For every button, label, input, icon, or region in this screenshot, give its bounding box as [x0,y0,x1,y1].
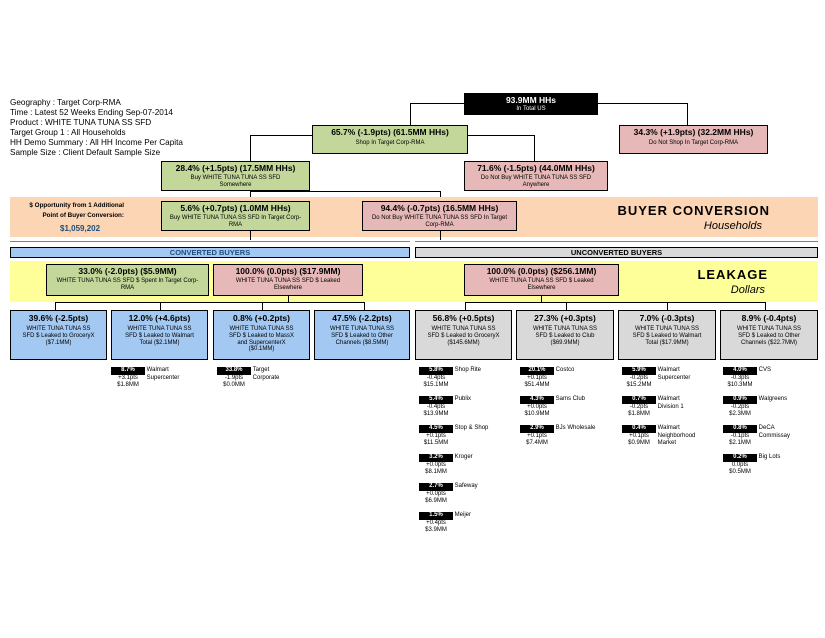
retailer-share: 5.4% [419,396,453,404]
buy-in-target-node [161,201,310,231]
retailer-name: Meijer [454,512,472,518]
retailer-share: 1.5% [419,512,453,520]
channel-line: SFD $ Leaked to MassX [228,332,295,339]
retailer-name: Stop & Shop [454,425,489,431]
retailer-value: $1.8MM [117,382,139,388]
connector [364,302,365,310]
channel-headline: 0.8% (+0.2pts) [233,313,290,323]
channel-node-grocery-converted [10,310,107,360]
retailer-share: 0.2% [723,454,757,462]
connector [465,302,466,310]
connector [250,231,251,240]
retailer-change: +0.1pts [629,432,649,439]
channel-line: ($7.1MM) [45,339,72,346]
channel-headline: 7.0% (-0.3pts) [639,313,695,323]
retailer-name-line2: Division 1 [657,403,684,410]
retailer-share: 4.3% [520,396,554,404]
retailer-value: $2.3MM [729,411,751,417]
retailer-name-line3: Market [657,440,677,446]
retailer-detail [622,367,717,396]
node-headline: 93.9MM HHs [505,95,557,105]
node-label: WHITE TUNA TUNA SS SFD $ Leaked Elsewhere [489,277,594,291]
retailer-share: 0.7% [622,396,656,404]
channel-node-walmart-unconverted [618,310,716,360]
retailer-detail [520,367,615,396]
channel-headline: 8.9% (-0.4pts) [741,313,797,323]
retailer-value: $0.5MM [729,469,751,475]
retailer-value: $15.2MM [626,382,652,388]
channel-line: and SupercenterX [237,339,286,346]
retailer-detail [419,396,514,425]
channel-line: ($0.1MM) [248,346,275,353]
channel-line: ($145.6MM) [447,339,480,346]
retailer-name: BJs Wholesale [555,425,596,431]
meta-geography: Geography : Target Corp-RMA [10,98,121,107]
retailer-change: +0.1pts [527,374,547,381]
meta-time: Time : Latest 52 Weeks Ending Sep-07-2014 [10,108,173,117]
connector [410,103,411,125]
retailer-name: Costco [555,367,575,373]
retailer-share: 2.9% [520,425,554,433]
leakage-title: LEAKAGE [697,267,768,282]
channel-headline: 12.0% (+4.6pts) [128,313,191,323]
retailer-change: +0.1pts [426,432,446,439]
retailer-detail [520,396,615,425]
retailer-name: Walgreens [758,396,788,402]
retailer-name: Walmart [657,425,680,431]
retailer-share: 0.4% [622,425,656,433]
connector [597,103,687,104]
retailer-value: $8.1MM [425,469,447,475]
connector [465,302,765,303]
retailer-name-line2: Neighborhood [657,432,696,439]
retailer-name: Shop Rite [454,367,482,373]
not-buy-anywhere-node [464,161,608,191]
retailer-name: Walmart [657,367,680,373]
retailer-share: 33.8% [217,367,251,375]
retailer-list-other [723,367,818,483]
channel-node-other-converted [314,310,410,360]
retailer-change: -0.2pts [629,403,649,410]
retailer-share: 4.0% [723,367,757,375]
retailer-change: +3.1pts [118,374,138,381]
node-label: Buy WHITE TUNA TUNA SS SFD Somewhere [190,174,281,188]
connector [10,241,410,242]
channel-line: Channels ($8.5MM) [335,339,389,346]
retailer-list-club [520,367,615,454]
retailer-change: +0.1pts [527,432,547,439]
retailer-change: 0.0pts [731,461,749,468]
node-headline: 28.4% (+1.5pts) (17.5MM HHs) [175,163,296,173]
retailer-name: Walmart [657,396,680,402]
retailer-list-grocery [419,367,514,541]
retailer-detail [111,367,201,390]
channel-node-other-unconverted [720,310,818,360]
retailer-share: 3.2% [419,454,453,462]
retailer-name: DeCA [758,425,775,431]
connector [250,191,440,192]
channel-headline: 27.3% (+0.3pts) [534,313,596,323]
meta-hh-demo: HH Demo Summary : All HH Income Per Capita [10,138,183,147]
total-us-node [464,93,598,115]
channel-headline: 39.6% (-2.5pts) [28,313,89,323]
retailer-change: -0.4pts [426,374,446,381]
retailer-change: +0.4pts [426,519,446,526]
converted-buyers-header: CONVERTED BUYERS [10,247,410,258]
node-label: Do Not Buy WHITE TUNA TUNA SS SFD Anywhere [480,174,592,188]
retailer-detail [419,483,514,512]
connector [250,135,251,161]
retailer-change: -0.1pts [730,432,750,439]
node-headline: 100.0% (0.0pts) ($256.1MM) [486,266,597,276]
node-label: Do Not Buy WHITE TUNA TUNA SS SFD In Target Corp-RMA [371,214,508,228]
retailer-value: $10.3MM [727,382,753,388]
retailer-share: 0.9% [723,396,757,404]
retailer-detail [723,454,818,483]
channel-line: SFD $ Leaked to Walmart [125,332,194,339]
retailer-detail [419,367,514,396]
report-meta [10,98,183,158]
retailer-value: $3.9MM [425,527,447,533]
retailer-list-walmart [622,367,717,454]
channel-node-club-unconverted [516,310,614,360]
retailer-value: $0.9MM [628,440,650,446]
buyer-conversion-subtitle: Households [703,220,762,232]
retailer-value: $11.5MM [423,440,449,446]
retailer-value: $10.9MM [524,411,550,417]
node-label: In Total US [516,105,546,112]
retailer-value: $51.4MM [524,382,550,388]
connector [415,241,818,242]
connector [160,302,161,310]
node-headline: 34.3% (+1.9pts) (32.2MM HHs) [633,127,754,137]
retailer-name: CVS [758,367,772,373]
retailer-detail [723,396,818,425]
channel-line: WHITE TUNA TUNA SS [26,325,91,332]
retailer-share: 20.1% [520,367,554,375]
buyer-conversion-title: BUYER CONVERSION [617,203,770,218]
retailer-name-line2: Corporate [252,374,280,381]
retailer-value: $15.1MM [423,382,449,388]
retailer-value: $13.9MM [423,411,449,417]
node-label: Do Not Shop In Target Corp-RMA [648,139,739,146]
spent-in-target-node [46,264,209,296]
retailer-change: -0.3pts [730,374,750,381]
retailer-share: 2.7% [419,483,453,491]
retailer-change: +0.0pts [426,461,446,468]
channel-line: Channels ($22.7MM) [740,339,798,346]
channel-line: WHITE TUNA TUNA SS [127,325,192,332]
retailer-change: -0.4pts [426,403,446,410]
connector [566,302,567,310]
connector [667,302,668,310]
opportunity-label: $ Opportunity from 1 Additional Point of Buyer Conversion: [29,202,124,219]
unconverted-buyers-header: UNCONVERTED BUYERS [415,247,818,258]
retailer-detail [419,512,514,541]
node-headline: 100.0% (0.0pts) ($17.9MM) [235,266,341,276]
connector [262,302,263,310]
retailer-detail [217,367,307,390]
node-headline: 94.4% (-0.7pts) (16.5MM HHs) [380,203,499,213]
leakage-subtitle: Dollars [730,284,765,296]
channel-line: SFD $ Leaked to Walmart [632,332,702,339]
leaked-elsewhere-unconverted-node [464,264,619,296]
channel-line: SFD $ Leaked to Club [535,332,595,339]
channel-headline: 56.8% (+0.5pts) [432,313,495,323]
retailer-change: +0.0pts [426,490,446,497]
channel-line: Total ($17.9MM) [645,339,689,346]
connector [55,302,56,310]
retailer-share: 5.9% [622,367,656,375]
node-headline: 5.6% (+0.7pts) (1.0MM HHs) [180,203,291,213]
node-label: Shop In Target Corp-RMA [355,139,425,146]
retailer-detail [723,367,818,396]
retailer-name: Big Lots [758,454,781,460]
channel-line: SFD $ Leaked to GroceryX [22,332,95,339]
channel-line: Total ($2.1MM) [139,339,180,346]
retailer-value: $1.8MM [628,411,650,417]
retailer-share: 4.5% [419,425,453,433]
retailer-detail [622,396,717,425]
node-label: Buy WHITE TUNA TUNA SS SFD In Target Corp-RMA [169,214,302,228]
channel-node-mass-converted [213,310,310,360]
retailer-name-line2: Supercenter [657,374,691,381]
retailer-name: Kroger [454,454,473,460]
connector [765,302,766,310]
opportunity-value: $1,059,202 [60,224,101,233]
node-headline: 71.6% (-1.5pts) (44.0MM HHs) [477,163,595,173]
retailer-name-line2: Supercenter [146,374,180,381]
channel-line: SFD $ Leaked to GroceryX [427,332,500,339]
retailer-name-line2: Commissay [758,432,791,439]
channel-headline: 47.5% (-2.2pts) [332,313,392,323]
channel-line: SFD $ Leaked to Other [331,332,393,339]
meta-product: Product : WHITE TUNA TUNA SS SFD [10,118,152,127]
channel-line: WHITE TUNA TUNA SS [634,325,700,332]
shop-in-target-node [312,125,468,154]
retailer-value: $0.0MM [223,382,245,388]
leaked-elsewhere-converted-node [213,264,363,296]
retailer-name: Target [252,367,270,373]
retailer-value: $2.1MM [729,440,751,446]
retailer-name: Publix [454,396,472,402]
channel-line: WHITE TUNA TUNA SS [532,325,598,332]
not-shop-in-target-node [619,125,768,154]
connector [534,135,535,161]
retailer-share: 0.8% [723,425,757,433]
meta-sample-size: Sample Size : Client Default Sample Size [10,148,161,157]
not-buy-in-target-node [362,201,517,231]
connector [468,135,534,136]
connector [440,231,441,240]
retailer-detail [419,425,514,454]
channel-line: WHITE TUNA TUNA SS [431,325,496,332]
retailer-change: +0.0pts [527,403,547,410]
connector [410,103,465,104]
connector [55,302,365,303]
retailer-detail [622,425,717,454]
channel-line: SFD $ Leaked to Other [738,332,800,339]
connector [250,135,312,136]
retailer-change: -0.2pts [730,403,750,410]
retailer-detail [520,425,615,454]
channel-line: WHITE TUNA TUNA SS [736,325,802,332]
retailer-share: 8.7% [111,367,145,375]
retailer-name: Walmart [146,367,169,373]
channel-line: ($69.9MM) [550,339,580,346]
retailer-change: -1.9pts [224,374,244,381]
retailer-detail [419,454,514,483]
retailer-value: $6.9MM [425,498,447,504]
node-label: WHITE TUNA TUNA SS SFD $ Leaked Elsewhere [235,277,341,291]
retailer-change: -0.2pts [629,374,649,381]
retailer-detail [723,425,818,454]
connector [687,103,688,125]
channel-node-walmart-converted [111,310,208,360]
retailer-name: Sams Club [555,396,586,402]
retailer-value: $7.4MM [526,440,548,446]
node-label: WHITE TUNA TUNA SS SFD $ Spent In Target Corp-RMA [56,277,199,291]
channel-line: WHITE TUNA TUNA SS [229,325,294,332]
retailer-name: Safeway [454,483,478,489]
retailer-share: 5.8% [419,367,453,375]
channel-node-grocery-unconverted [415,310,512,360]
node-headline: 33.0% (-2.0pts) ($5.9MM) [78,266,177,276]
meta-target-group: Target Group 1 : All Households [10,128,126,137]
channel-line: WHITE TUNA TUNA SS [329,325,395,332]
buy-somewhere-node [161,161,310,191]
node-headline: 65.7% (-1.9pts) (61.5MM HHs) [331,127,449,137]
